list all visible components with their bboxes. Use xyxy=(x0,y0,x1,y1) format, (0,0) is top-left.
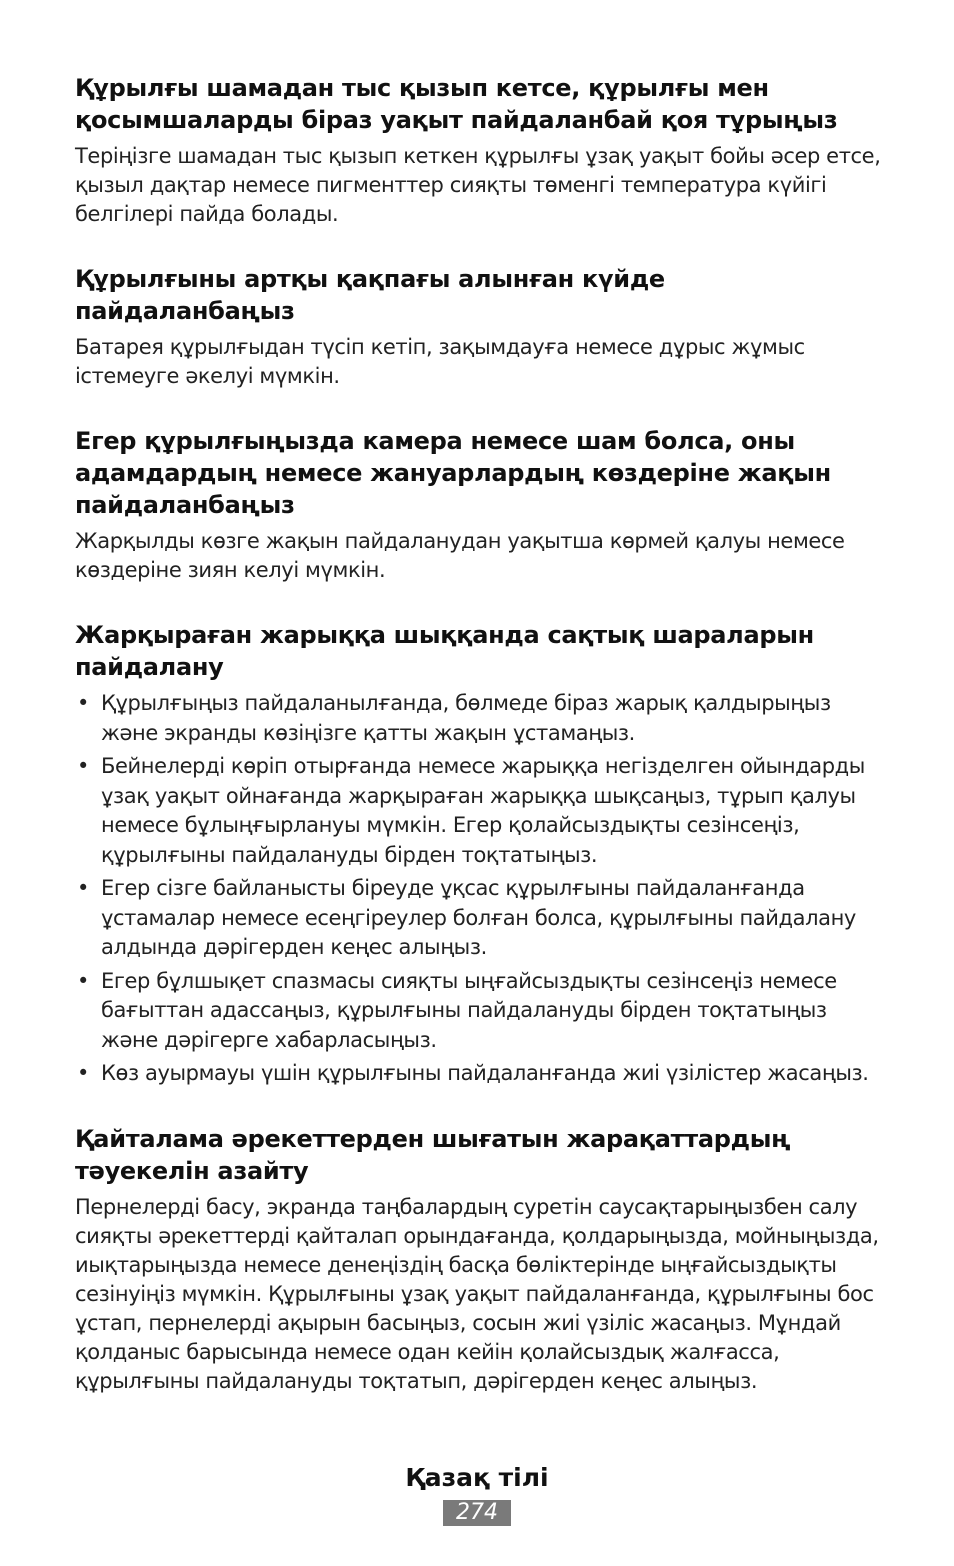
section-paragraph: Пернелерді басу, экранда таңбалардың суретін саусақтарыңызбен салу сияқты әрекеттерді қайталап орындағанда, қолдарыңызда, мойныңызда, иықтарыңызда немесе денеңіздің басқа бөліктерінде ыңғайсыздықты сезінуіңіз мүмкін. Құрылғыны ұзақ уақыт пайдаланғанда, құрылғыны бос ұстап, пернелерді ақырын басыңыз, сосын жиі үзіліс жасаңыз. Мұндай қолданыс барысында немесе одан кейін қолайсыздық жалғасса, құрылғыны пайдалануды тоқтатып, дәрігерден кеңес алыңыз. xyxy=(75,1194,879,1393)
list-item xyxy=(75,1059,885,1089)
list-item xyxy=(75,752,885,870)
list-item-text: Құрылғыңыз пайдаланылғанда, бөлмеде біраз жарық қалдырыңыз және экранды көзіңізге қатты жақын ұстамаңыз. xyxy=(101,691,831,745)
section-overheating xyxy=(75,72,885,229)
list-item-text: Егер сізге байланысты біреуде ұқсас құрылғыны пайдаланғанда ұстамалар немесе есеңгіреулер болған болса, құрылғыны пайдалану алдында дәрігерден кеңес алыңыз. xyxy=(101,876,856,959)
section-back-cover xyxy=(75,263,885,391)
section-heading: Жарқыраған жарыққа шыққанда сақтық шараларын пайдалану xyxy=(75,621,814,681)
list-item-text: Бейнелерді көріп отырғанда немесе жарыққа негізделген ойындарды ұзақ уақыт ойнағанда жарқыраған жарыққа шықсаңыз, тұрып қалуы немесе бұлыңғырлануы мүмкін. Егер қолайсыздықты сезінсеңіз, құрылғыны пайдалануды бірден тоқтатыңыз. xyxy=(101,754,865,867)
list-item xyxy=(75,874,885,963)
document-body xyxy=(75,72,885,1430)
section-flashing-light xyxy=(75,619,885,1089)
page-number: 274 xyxy=(443,1500,511,1526)
bullet-icon: • xyxy=(77,691,89,715)
bullet-icon: • xyxy=(77,876,89,900)
section-paragraph: Жарқылды көзге жақын пайдаланудан уақытша көрмей қалуы немесе көздеріне зиян келуі мүмкін. xyxy=(75,529,845,582)
section-heading: Егер құрылғыңызда камера немесе шам болса, оны адамдардың немесе жануарлардың көздеріне жақын пайдаланбаңыз xyxy=(75,427,831,519)
page-footer xyxy=(0,1462,954,1526)
bullet-icon: • xyxy=(77,1061,89,1085)
section-paragraph: Теріңізге шамадан тыс қызып кеткен құрылғы ұзақ уақыт бойы әсер етсе, қызыл дақтар немесе пигменттер сияқты төменгі температура күйігі белгілері пайда болады. xyxy=(75,144,881,226)
list-item xyxy=(75,689,885,748)
list-item-text: Егер бұлшықет спазмасы сияқты ыңғайсыздықты сезінсеңіз немесе бағыттан адассаңыз, құрылғыны пайдалануды бірден тоқтатыңыз және дәрігерге хабарласыңыз. xyxy=(101,968,837,1052)
section-heading: Құрылғыны артқы қақпағы алынған күйде пайдаланбаңыз xyxy=(75,265,665,325)
section-camera-flash xyxy=(75,425,885,585)
footer-language: Қазақ тілі xyxy=(405,1463,549,1492)
bullet-icon: • xyxy=(77,754,89,778)
section-paragraph: Батарея құрылғыдан түсіп кетіп, зақымдауға немесе дұрыс жұмыс істемеуге әкелуі мүмкін. xyxy=(75,335,805,388)
bullet-icon: • xyxy=(77,968,89,993)
list-item-text: Көз ауырмауы үшін құрылғыны пайдаланғанда жиі үзілістер жасаңыз. xyxy=(101,1061,869,1085)
section-repetitive-motion xyxy=(75,1123,885,1396)
section-heading: Құрылғы шамадан тыс қызып кетсе, құрылғы мен қосымшаларды біраз уақыт пайдаланбай қоя тұрыңыз xyxy=(75,74,838,134)
bullet-list xyxy=(75,689,885,1089)
section-heading: Қайталама әрекеттерден шығатын жарақаттардың тәуекелін азайту xyxy=(75,1124,791,1185)
list-item xyxy=(75,967,885,1056)
